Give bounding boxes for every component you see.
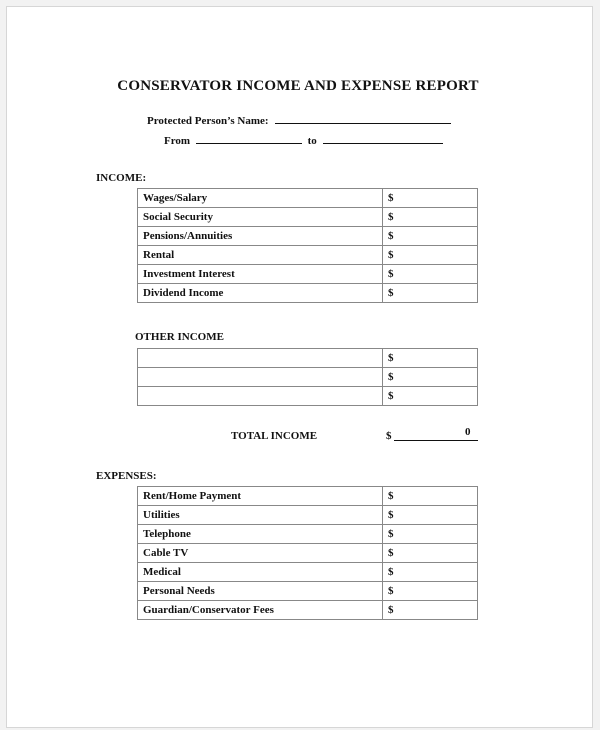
income-row-label: Rental bbox=[138, 246, 383, 265]
expense-amount-field[interactable]: $ bbox=[383, 506, 478, 525]
expense-amount-field[interactable]: $ bbox=[383, 563, 478, 582]
income-section-label: INCOME: bbox=[96, 172, 147, 184]
protected-person-name-field[interactable] bbox=[275, 112, 451, 124]
expense-row-label: Personal Needs bbox=[138, 582, 383, 601]
table-row bbox=[138, 265, 478, 284]
expense-row-label: Medical bbox=[138, 563, 383, 582]
other-income-section-label: OTHER INCOME bbox=[135, 331, 224, 343]
protected-person-row bbox=[147, 112, 451, 127]
expense-row-label: Rent/Home Payment bbox=[138, 487, 383, 506]
other-income-description-field[interactable] bbox=[138, 387, 383, 406]
income-amount-field[interactable]: $ bbox=[383, 246, 478, 265]
income-amount-field[interactable]: $ bbox=[383, 284, 478, 303]
to-date-field[interactable] bbox=[323, 132, 443, 144]
table-row bbox=[138, 582, 478, 601]
table-row bbox=[138, 506, 478, 525]
table-row bbox=[138, 487, 478, 506]
expense-amount-field[interactable]: $ bbox=[383, 487, 478, 506]
expenses-section-label: EXPENSES: bbox=[96, 470, 157, 482]
expense-row-label: Telephone bbox=[138, 525, 383, 544]
date-range-row bbox=[164, 132, 443, 147]
income-amount-field[interactable]: $ bbox=[383, 189, 478, 208]
to-label: to bbox=[307, 135, 317, 147]
expense-amount-field[interactable]: $ bbox=[383, 525, 478, 544]
table-row bbox=[138, 563, 478, 582]
income-row-label: Investment Interest bbox=[138, 265, 383, 284]
expense-amount-field[interactable]: $ bbox=[383, 601, 478, 620]
income-row-label: Pensions/Annuities bbox=[138, 227, 383, 246]
income-amount-field[interactable]: $ bbox=[383, 208, 478, 227]
other-income-description-field[interactable] bbox=[138, 368, 383, 387]
income-table bbox=[137, 188, 478, 303]
expenses-table bbox=[137, 486, 478, 620]
table-row bbox=[138, 368, 478, 387]
total-income-label: TOTAL INCOME bbox=[231, 430, 318, 442]
from-date-field[interactable] bbox=[196, 132, 302, 144]
income-row-label: Social Security bbox=[138, 208, 383, 227]
page-title: CONSERVATOR INCOME AND EXPENSE REPORT bbox=[117, 78, 479, 94]
table-row bbox=[138, 227, 478, 246]
income-amount-field[interactable]: $ bbox=[383, 227, 478, 246]
table-row bbox=[138, 544, 478, 563]
table-row bbox=[138, 189, 478, 208]
expense-row-label: Utilities bbox=[138, 506, 383, 525]
table-row bbox=[138, 246, 478, 265]
expense-amount-field[interactable]: $ bbox=[383, 544, 478, 563]
other-income-amount-field[interactable]: $ bbox=[383, 387, 478, 406]
from-label: From bbox=[164, 135, 191, 147]
income-row-label: Wages/Salary bbox=[138, 189, 383, 208]
table-row bbox=[138, 387, 478, 406]
expense-row-label: Cable TV bbox=[138, 544, 383, 563]
expense-row-label: Guardian/Conservator Fees bbox=[138, 601, 383, 620]
table-row bbox=[138, 525, 478, 544]
income-amount-field[interactable]: $ bbox=[383, 265, 478, 284]
table-row bbox=[138, 284, 478, 303]
total-income-underline bbox=[394, 439, 478, 441]
table-row bbox=[138, 208, 478, 227]
income-row-label: Dividend Income bbox=[138, 284, 383, 303]
other-income-amount-field[interactable]: $ bbox=[383, 368, 478, 387]
total-income-value[interactable]: 0 bbox=[465, 426, 471, 438]
expense-amount-field[interactable]: $ bbox=[383, 582, 478, 601]
total-income-prefix: $ bbox=[386, 430, 392, 442]
other-income-description-field[interactable] bbox=[138, 349, 383, 368]
other-income-table bbox=[137, 348, 478, 406]
table-row bbox=[138, 349, 478, 368]
table-row bbox=[138, 601, 478, 620]
protected-person-label: Protected Person’s Name: bbox=[147, 115, 269, 127]
other-income-amount-field[interactable]: $ bbox=[383, 349, 478, 368]
